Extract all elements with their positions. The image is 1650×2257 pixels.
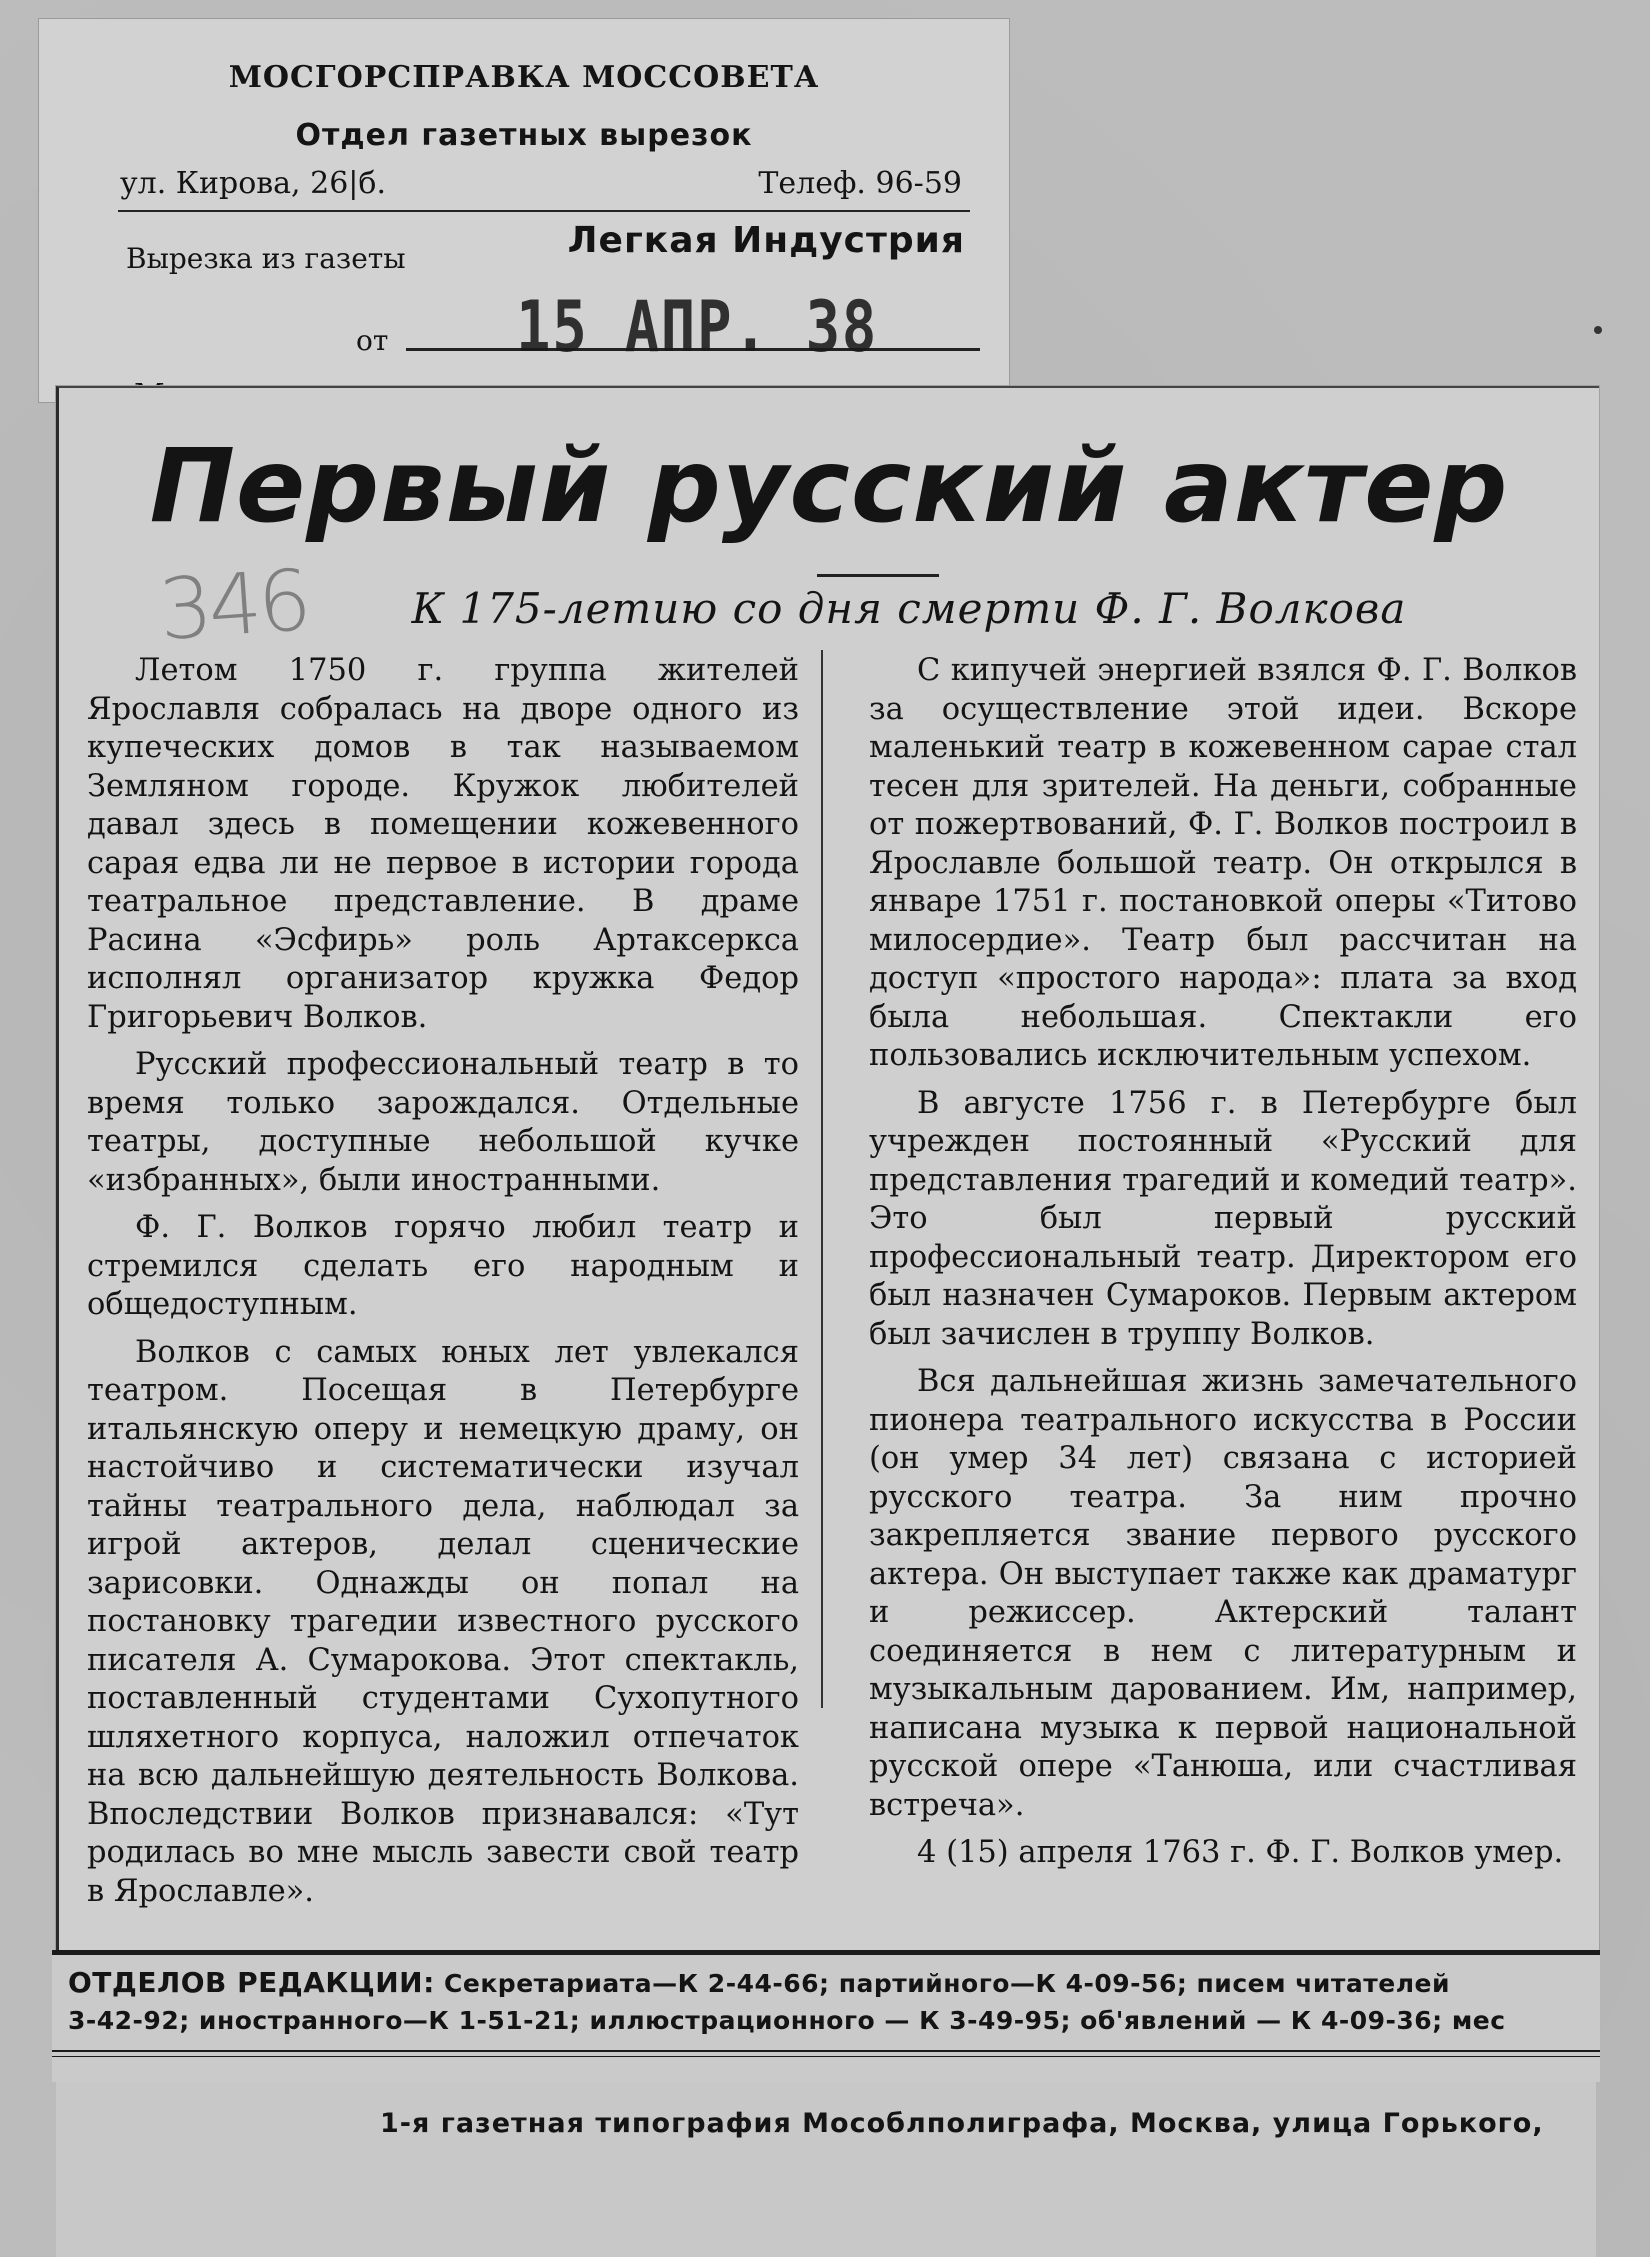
footer-printer-line: 1-я газетная типография Мособлполиграфа, Москва, улица Горького, <box>380 2108 1544 2139</box>
paragraph: Русский профессиональный театр в то время только зарождался. Отдельные театры, доступные небольшой кучке «избранных», были иностранными. <box>87 1047 799 1198</box>
stamp-from-label: от <box>356 324 389 357</box>
footer-rule <box>52 2050 1600 2052</box>
footer-phones-text: Секретариата—К 2-44-66; партийного—К 4-09-56; писем читателей <box>444 1969 1451 1998</box>
stamp-organization: МОСГОРСПРАВКА МОССОВЕТА <box>228 60 820 95</box>
paragraph: Волков с самых юных лет увлекался театром. Посещая в Петербурге итальянскую оперу и немецкую драму, он настойчиво и систематически изучал тайны театрального дела, наблюдал за игрой актеров, делал сценические зарисовки. Однажды он попал на постановку трагедии известного русского писателя А. Сумарокова. Этот спектакль, поставленный студентами Сухопутного шляхетного корпуса, наложил отпечаток на всю дальнейшую деятельность Волкова. Впоследствии Волков признавался: «Тут родилась во мне мысль завести свой театр в Ярославле». <box>87 1334 799 1909</box>
article-headline: Первый русский актер <box>149 427 1509 546</box>
article-column-right <box>869 652 1577 1882</box>
handwritten-note: 346 <box>155 550 311 660</box>
stamp-phone: Телеф. 96-59 <box>758 166 962 201</box>
paragraph: С кипучей энергией взялся Ф. Г. Волков за осуществление этой идеи. Вскоре маленький театр в кожевенном сарае стал тесен для зрителей. На деньги, собранные от пожертвований, Ф. Г. Волков построил в Ярославле большой театр. Он открылся в январе 1751 г. постановкой оперы «Титово милосердие». Театр был рассчитан на доступ «простого народа»: плата за вход была небольшая. Спектакли его пользовались исключительным успехом. <box>869 653 1577 1073</box>
footer-heading: ОТДЕЛОВ РЕДАКЦИИ: <box>68 1966 435 1999</box>
footer-top-rule <box>52 1950 1600 1955</box>
stamp-date: 15 АПР. 38 <box>516 286 878 368</box>
paragraph: Летом 1750 г. группа жителей Ярославля собралась на дворе одного из купеческих домов в так называемом Земляном городе. Кружок любителей давал здесь в помещении кожевенного сарая едва ли не первое в истории города театральное представление. В драме Расина «Эсфирь» роль Артаксеркса исполнял организатор кружка Федор Григорьевич Волков. <box>87 653 799 1035</box>
article-subheadline: К 175-летию со дня смерти Ф. Г. Волкова <box>411 584 1407 633</box>
paragraph: Вся дальнейшая жизнь замечательного пионера театрального искусства в России (он умер 34 лет) связана с историей русского театра. За ним прочно закрепляется звание первого русского актера. Он выступает также как драматург и режиссер. Актерский талант соединяется в нем с литературным и музыкальным дарованием. Им, например, написана музыка к первой национальной русской опере «Танюша, или счастливая встреча». <box>869 1364 1577 1823</box>
paragraph: Ф. Г. Волков горячо любил театр и стремился сделать его народным и общедоступным. <box>87 1210 799 1322</box>
stamp-address: ул. Кирова, 26|б. <box>120 166 386 201</box>
stamp-department: Отдел газетных вырезок <box>295 118 753 153</box>
footer-rule-thin <box>52 2056 1600 2057</box>
newspaper-footer <box>52 1950 1600 2082</box>
paragraph: В августе 1756 г. в Петербурге был учрежден постоянный «Русский для представления трагедий и комедий театр». Это был первый русский профессиональный театр. Директором его был назначен Сумароков. Первым актером был зачислен в труппу Волков. <box>869 1085 1577 1352</box>
footer-phones-line-1 <box>68 1966 1450 1999</box>
clipping-stamp <box>38 18 1010 403</box>
column-divider <box>821 650 823 1708</box>
stamp-divider <box>118 210 970 212</box>
stamp-clipping-label: Вырезка из газеты <box>126 242 406 275</box>
stamp-newspaper-name: Легкая Индустрия <box>567 220 965 261</box>
footer-phones-line-2: 3-42-92; иностранного—К 1-51-21; иллюстрационного — К 3-49-95; об'явлений — К 4-09-36; мес <box>68 2006 1506 2035</box>
headline-rule <box>817 574 939 577</box>
article-clipping <box>56 386 1599 1978</box>
stray-ink-dot <box>1594 326 1602 334</box>
article-column-left <box>87 652 799 1920</box>
paragraph: 4 (15) апреля 1763 г. Ф. Г. Волков умер. <box>917 1835 1564 1870</box>
